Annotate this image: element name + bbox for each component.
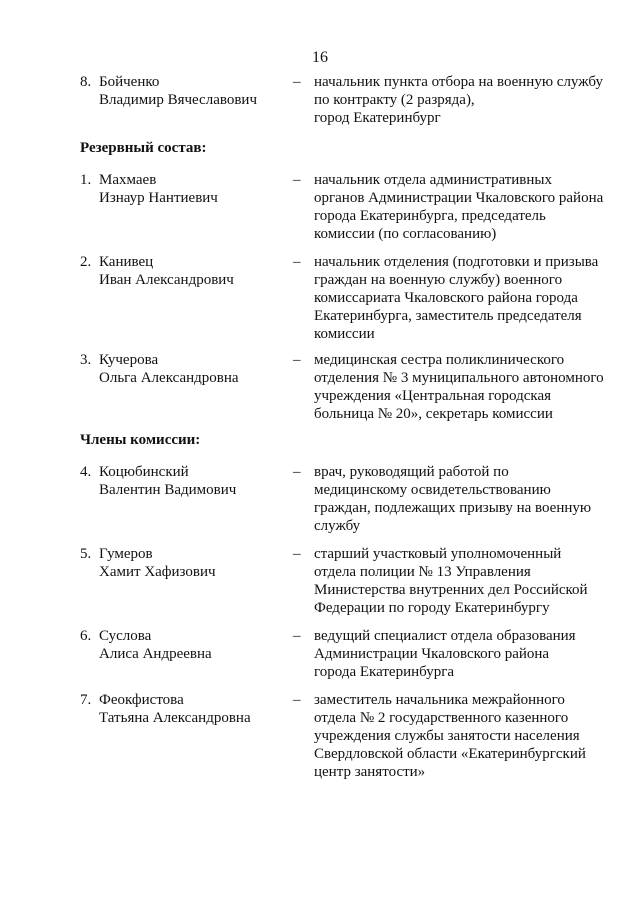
entry-dash: –: [293, 628, 301, 644]
position-line: комиссариата Чкаловского района города: [314, 290, 578, 306]
position-line: заместитель начальника межрайонного: [314, 692, 565, 708]
entry-dash: –: [293, 464, 301, 480]
commission-member-entry: [0, 351, 640, 441]
position-line: комиссии: [314, 326, 375, 342]
member-given-names: Хамит Хафизович: [99, 564, 216, 580]
entry-number: 7.: [80, 692, 92, 708]
section-heading-reserve: Резервный состав:: [80, 140, 207, 156]
position-line: центр занятости»: [314, 764, 426, 780]
entry-dash: –: [293, 692, 301, 708]
position-line: медицинскому освидетельствованию: [314, 482, 551, 498]
commission-member-entry: [0, 691, 640, 791]
member-surname: Суслова: [99, 628, 152, 644]
position-line: отдела полиции № 13 Управления: [314, 564, 531, 580]
member-position: [314, 73, 614, 127]
member-surname: Феокфистова: [99, 692, 184, 708]
member-position: [314, 627, 614, 681]
position-line: по контракту (2 разряда),: [314, 92, 475, 108]
commission-member-entry: [0, 463, 640, 553]
position-line: старший участковый уполномоченный: [314, 546, 562, 562]
position-line: службу: [314, 518, 361, 534]
member-given-names: Ольга Александровна: [99, 370, 239, 386]
position-line: врач, руководящий работой по: [314, 464, 509, 480]
member-surname: Махмаев: [99, 172, 157, 188]
position-line: граждан на военную службу) военного: [314, 272, 563, 288]
position-line: начальник пункта отбора на военную службу: [314, 74, 603, 90]
commission-member-entry: [0, 545, 640, 635]
position-line: граждан, подлежащих призыву на военную: [314, 500, 592, 516]
position-line: больница № 20», секретарь комиссии: [314, 406, 553, 422]
member-given-names: Владимир Вячеславович: [99, 92, 257, 108]
commission-member-entry: [0, 253, 640, 343]
member-surname: Бойченко: [99, 74, 160, 90]
entry-number: 3.: [80, 352, 92, 368]
position-line: города Екатеринбурга, председатель: [314, 208, 546, 224]
entry-dash: –: [293, 546, 301, 562]
position-line: отделения № 3 муниципального автономного: [314, 370, 604, 386]
member-surname: Кучерова: [99, 352, 159, 368]
entry-number: 6.: [80, 628, 92, 644]
position-line: учреждения «Центральная городская: [314, 388, 552, 404]
member-given-names: Валентин Вадимович: [99, 482, 237, 498]
entry-dash: –: [293, 254, 301, 270]
position-line: Екатеринбурга, заместитель председателя: [314, 308, 582, 324]
member-given-names: Изнаур Нантиевич: [99, 190, 218, 206]
member-surname: Гумеров: [99, 546, 153, 562]
entry-dash: –: [293, 172, 301, 188]
entry-dash: –: [293, 352, 301, 368]
member-position: [314, 171, 614, 243]
position-line: Администрации Чкаловского района: [314, 646, 550, 662]
position-line: учреждения службы занятости населения: [314, 728, 580, 744]
entry-number: 5.: [80, 546, 92, 562]
position-line: отдела № 2 государственного казенного: [314, 710, 569, 726]
member-surname: Канивец: [99, 254, 154, 270]
position-line: ведущий специалист отдела образования: [314, 628, 576, 644]
position-line: города Екатеринбурга: [314, 664, 455, 680]
member-position: [314, 463, 614, 535]
position-line: город Екатеринбург: [314, 110, 441, 126]
entry-number: 1.: [80, 172, 92, 188]
member-position: [314, 253, 614, 343]
position-line: комиссии (по согласованию): [314, 226, 497, 242]
position-line: Федерации по городу Екатеринбургу: [314, 600, 550, 616]
member-given-names: Алиса Андреевна: [99, 646, 212, 662]
member-position: [314, 691, 614, 781]
section-heading-members: Члены комиссии:: [80, 432, 201, 448]
member-position: [314, 545, 614, 617]
position-line: органов Администрации Чкаловского района: [314, 190, 604, 206]
member-given-names: Татьяна Александровна: [99, 710, 251, 726]
entry-number: 4.: [80, 464, 92, 480]
member-given-names: Иван Александрович: [99, 272, 234, 288]
member-position: [314, 351, 614, 423]
member-surname: Коцюбинский: [99, 464, 189, 480]
position-line: начальник отделения (подготовки и призыва: [314, 254, 599, 270]
commission-member-entry: [0, 171, 640, 261]
position-line: начальник отдела административных: [314, 172, 552, 188]
entry-dash: –: [293, 74, 301, 90]
position-line: Свердловской области «Екатеринбургский: [314, 746, 586, 762]
position-line: Министерства внутренних дел Российской: [314, 582, 588, 598]
page-number: 16: [312, 49, 328, 66]
entry-number: 8.: [80, 74, 92, 90]
position-line: медицинская сестра поликлинического: [314, 352, 565, 368]
entry-number: 2.: [80, 254, 92, 270]
